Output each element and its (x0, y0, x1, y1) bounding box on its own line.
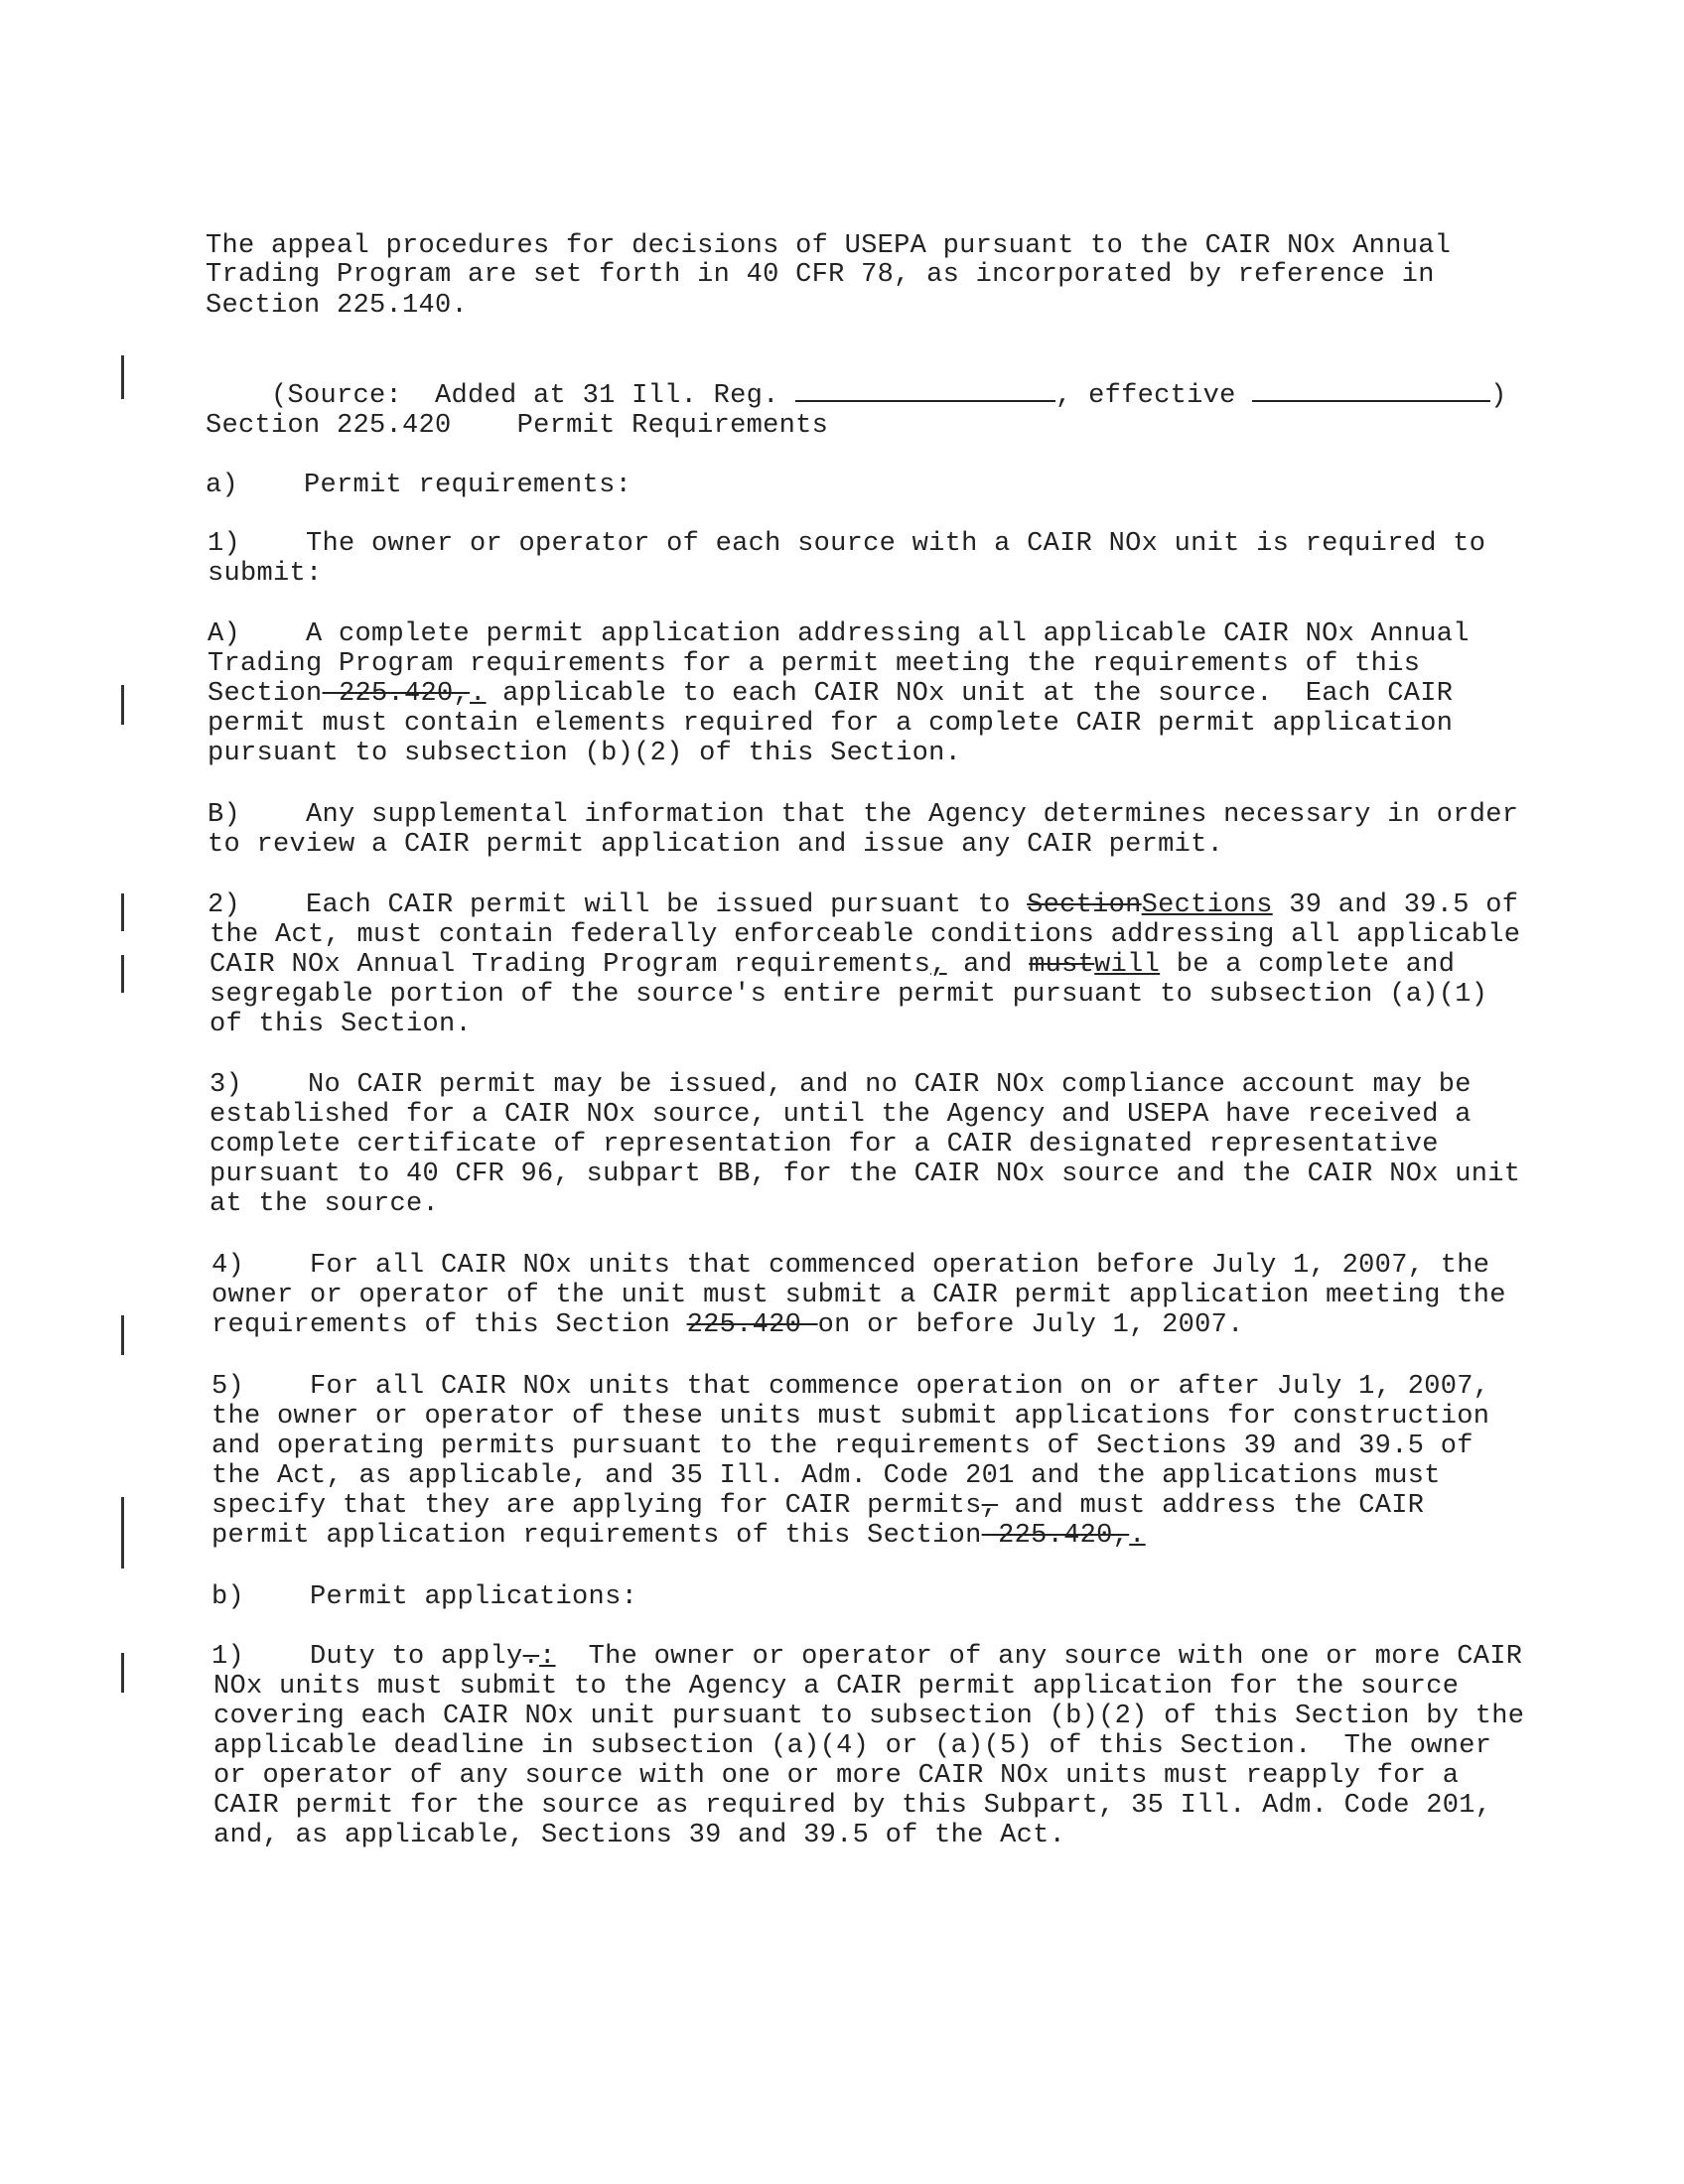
b1-line: or operator of any source with one or more CAIR NOx units must reapply for a (213, 1761, 1460, 1791)
text-run: 39 and 39.5 of (1272, 890, 1519, 920)
a3-line: 3) No CAIR permit may be issued, and no CAIR NOx compliance account may be (210, 1070, 1472, 1100)
a5-line: the Act, as applicable, and 35 Ill. Adm. Code 201 and the applications must (211, 1461, 1441, 1491)
deleted-text: . (522, 1642, 540, 1672)
inserted-text: . (1129, 1521, 1146, 1551)
inserted-text: : (539, 1642, 556, 1672)
text-run: Section (208, 679, 323, 709)
change-bar (121, 1653, 124, 1693)
inserted-text: will (1094, 950, 1161, 980)
aB-line: B) Any supplemental information that the Agency determines necessary in order (208, 800, 1519, 830)
section-heading (206, 411, 828, 442)
aA-line: Trading Program requirements for a permit meeting the requirements of this (208, 649, 1421, 679)
appeal-line: The appeal procedures for decisions of USEPA pursuant to the CAIR NOx Annual (206, 231, 1452, 261)
deleted-text: Section (1027, 890, 1142, 920)
text-run: 1) Duty to apply (211, 1642, 523, 1672)
appeal-line: Section 225.140. (206, 291, 469, 321)
change-bar (121, 1497, 124, 1569)
aA-line: permit must contain elements required for a complete CAIR permit application (208, 709, 1454, 739)
text-run: and must address the CAIR (998, 1491, 1425, 1521)
source-note-suffix: ) (1490, 381, 1507, 411)
text-run: specify that they are applying for CAIR permits (211, 1491, 982, 1521)
aB-line: to review a CAIR permit application and issue any CAIR permit. (208, 830, 1224, 860)
aA-line: A) A complete permit application addressing all applicable CAIR NOx Annual (208, 619, 1470, 649)
deleted-text: 225.420, (322, 679, 471, 709)
text-run: permit application requirements of this Section (211, 1521, 982, 1551)
b1-line: CAIR permit for the source as required by this Subpart, 35 Ill. Adm. Code 201, (213, 1791, 1492, 1821)
deleted-text: , (981, 1491, 999, 1521)
a5-line: and operating permits pursuant to the requirements of Sections 39 and 39.5 of (211, 1432, 1474, 1461)
a4-line: 4) For all CAIR NOx units that commenced operation before July 1, 2007, the (211, 1251, 1490, 1281)
text-run: requirements of this Section (211, 1310, 687, 1340)
a1-line: submit: (208, 559, 323, 589)
text-run: and (946, 950, 1030, 980)
b1-line: and, as applicable, Sections 39 and 39.5 of the Act. (213, 1821, 1066, 1850)
text-run: CAIR NOx Annual Trading Program requirements (210, 950, 931, 980)
a2-line (208, 890, 1518, 921)
a5-line (211, 1521, 1146, 1552)
inserted-text: , (930, 950, 947, 980)
inserted-text: . (470, 679, 487, 709)
a2-line: the Act, must contain federally enforceable conditions addressing all applicable (210, 920, 1521, 950)
text-run: be a complete and (1160, 950, 1456, 980)
a3-line: established for a CAIR NOx source, until the Agency and USEPA have received a (210, 1100, 1472, 1130)
deleted-text: must (1029, 950, 1095, 980)
change-bar (121, 955, 124, 993)
a1-line: 1) The owner or operator of each source with a CAIR NOx unit is required to (208, 529, 1486, 559)
a2-line (210, 950, 1455, 981)
source-note-middle: , effective (1055, 381, 1253, 411)
source-note-prefix: (Source: Added at 31 Ill. Reg. (271, 381, 796, 411)
a4-line (211, 1310, 1244, 1341)
change-bar (121, 355, 124, 399)
section-number: Section 225.420 (206, 411, 452, 441)
aA-line: pursuant to subsection (b)(2) of this Section. (208, 739, 962, 768)
text-run: The owner or operator of any source with one or more CAIR (555, 1642, 1523, 1672)
appeal-line: Trading Program are set forth in 40 CFR 78, as incorporated by reference in (206, 260, 1435, 290)
a3-line: complete certificate of representation for a CAIR designated representative (210, 1130, 1439, 1160)
change-bar (121, 1315, 124, 1355)
a5-line: 5) For all CAIR NOx units that commence operation on or after July 1, 2007, (211, 1372, 1490, 1402)
change-bar (121, 893, 124, 931)
inserted-text: Sections (1141, 890, 1273, 920)
text-run: 2) Each CAIR permit will be issued pursuant to (208, 890, 1028, 920)
b1-line (211, 1642, 1522, 1673)
a4-line: owner or operator of the unit must submit a CAIR permit application meeting the (211, 1281, 1506, 1310)
subsection-a-heading: a) Permit requirements: (206, 471, 632, 500)
a2-line: of this Section. (210, 1010, 473, 1039)
deleted-text: 225.420 (686, 1310, 818, 1340)
subsection-b-heading: b) Permit applications: (211, 1582, 638, 1612)
b1-line: NOx units must submit to the Agency a CAIR permit application for the source (213, 1672, 1460, 1702)
change-bar (121, 685, 124, 725)
effective-blank (1252, 382, 1490, 402)
deleted-text: 225.420, (981, 1521, 1130, 1551)
text-run: applicable to each CAIR NOx unit at the source. Each CAIR (486, 679, 1454, 709)
a3-line: pursuant to 40 CFR 96, subpart BB, for the CAIR NOx source and the CAIR NOx unit (210, 1160, 1521, 1189)
a3-line: at the source. (210, 1189, 440, 1219)
section-title: Permit Requirements (516, 411, 829, 441)
register-blank (795, 382, 1055, 402)
a5-line: the owner or operator of these units must submit applications for construction (211, 1402, 1490, 1432)
aA-line (208, 679, 1453, 710)
a2-line: segregable portion of the source's entire permit pursuant to subsection (a)(1) (210, 980, 1488, 1010)
text-run: on or before July 1, 2007. (817, 1310, 1244, 1340)
b1-line: covering each CAIR NOx unit pursuant to subsection (b)(2) of this Section by the (213, 1702, 1525, 1731)
a5-line (211, 1491, 1424, 1522)
b1-line: applicable deadline in subsection (a)(4) or (a)(5) of this Section. The owner (213, 1731, 1492, 1761)
